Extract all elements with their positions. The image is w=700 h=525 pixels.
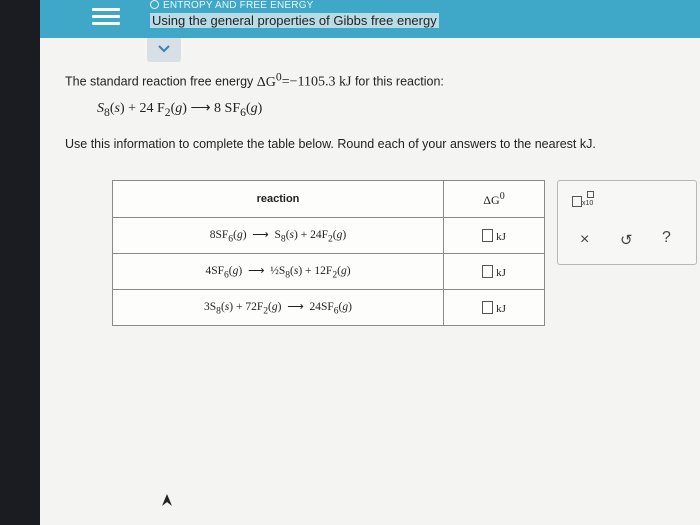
unit-label: kJ (496, 266, 506, 279)
instruction-text: Use this information to complete the table below. Round each of your answers to the nearest kJ. (65, 137, 596, 151)
menu-icon[interactable] (92, 4, 120, 30)
reaction-cell: $4SF_6(g)$ ⟶ $\frac{1}{2}S_8(s) + 12F_2(g)$ (113, 254, 444, 290)
table-row (113, 218, 545, 254)
page-title: Using the general properties of Gibbs free energy (152, 13, 437, 28)
delta-g-label: ΔG (256, 74, 276, 90)
answer-cell (444, 290, 545, 326)
answer-cell (444, 218, 545, 254)
answer-input[interactable] (482, 265, 493, 278)
table-header-row (113, 181, 545, 218)
chevron-down-icon (157, 44, 171, 54)
delta-g-symbol (256, 70, 282, 90)
given-reaction (97, 100, 262, 119)
header-delta-g-sup: 0 (499, 190, 505, 202)
reaction-cell: $8SF_6(g)$ ⟶ $S_8(s) + 24F_2(g)$ (113, 218, 444, 254)
exponent-box-icon (587, 191, 594, 198)
header-delta-g-label: ΔG (483, 192, 500, 207)
unit-label: kJ (496, 230, 506, 243)
given-reaction-equation: $S_8(s) + 24$ $F_2(g)$ ⟶ 8 $SF_6(g)$ (97, 101, 263, 119)
table-row (113, 254, 545, 290)
topic-label (150, 0, 314, 11)
problem-statement (65, 70, 444, 91)
mantissa-box-icon (572, 196, 582, 207)
clear-button[interactable]: × (580, 231, 590, 248)
prompt-suffix: for this reaction: (351, 74, 444, 89)
topic-status-icon (150, 0, 159, 9)
answer-tools-panel (557, 180, 697, 265)
prompt-text: The standard reaction free energy (65, 74, 257, 89)
help-button[interactable]: ? (662, 229, 671, 246)
scientific-notation-button[interactable] (572, 191, 594, 209)
undo-button[interactable]: ↺ (620, 232, 633, 249)
answer-cell (444, 254, 545, 290)
mouse-cursor-icon (160, 492, 174, 508)
answer-input[interactable] (482, 301, 493, 314)
delta-g-superscript: 0 (275, 70, 282, 83)
header-delta-g (444, 181, 545, 218)
reaction-cell: $3S_8(s) + 72F_2(g)$ ⟶ $24SF_6(g)$ (113, 290, 444, 326)
top-bar (40, 0, 700, 38)
topic-text: ENTROPY AND FREE ENERGY (163, 0, 314, 11)
answer-input[interactable] (482, 229, 493, 242)
table-row (113, 290, 545, 326)
screen (40, 0, 700, 525)
unit-label: kJ (496, 302, 506, 315)
collapse-button[interactable] (147, 38, 181, 62)
reaction-table (112, 180, 545, 326)
sci-notation-label: x10 (582, 200, 594, 207)
header-reaction: reaction (113, 181, 444, 218)
delta-g-value: =−1105.3 kJ (281, 74, 352, 90)
